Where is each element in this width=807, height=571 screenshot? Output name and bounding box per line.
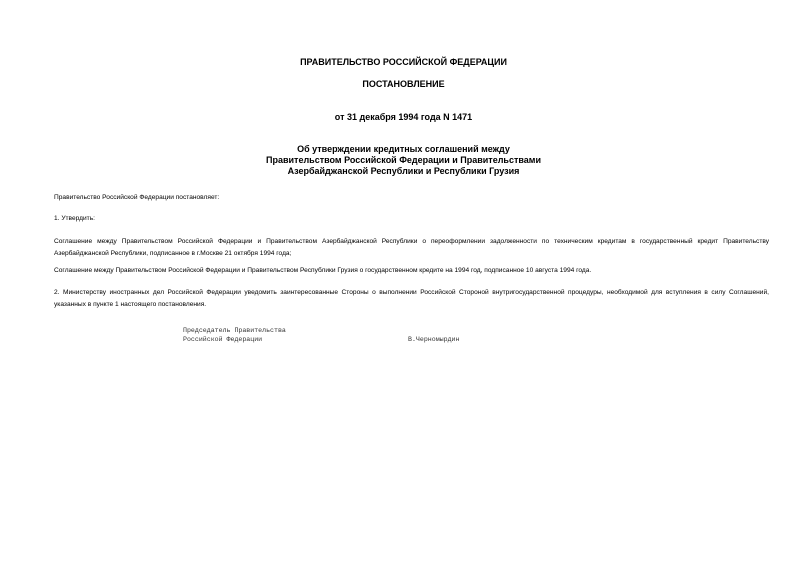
clause-2: 2. Министерству иностранных дел Российской Федерации уведомить заинтересованные Стороны о выполнении Российской Стороной внутригосударственной процедуры, необходимой для вступления в силу Соглашений, указанных в пункте 1 настоящего постановления. [54, 289, 769, 308]
document-title-line: Об утверждении кредитных соглашений между [297, 144, 510, 154]
document-title-line: Азербайджанской Республики и Республики Грузия [287, 166, 520, 176]
clause-1: 1. Утвердить: [54, 215, 95, 222]
signatory-position-line-2: Российской Федерации [183, 336, 263, 343]
document-title-line: Правительством Российской Федерации и Правительствами [266, 155, 541, 165]
document-type: ПОСТАНОВЛЕНИЕ [362, 79, 445, 89]
agreement-georgia-paragraph: Соглашение между Правительством Российской Федерации и Правительством Республики Грузия о государственном кредите на 1994 год, подписанное 10 августа 1994 года. [54, 267, 592, 274]
agreement-azerbaijan-paragraph: Соглашение между Правительством Российской Федерации и Правительством Азербайджанской Республики о переоформлении задолженности по техническим кредитам в государственный кредит Правительству Азербайджанской Республики, подписанное в г.Москве 21 октября 1994 года; [54, 238, 769, 257]
document-title [0, 144, 807, 177]
preamble-paragraph: Правительство Российской Федерации постановляет: [54, 194, 220, 201]
document-date-number: от 31 декабря 1994 года N 1471 [334, 112, 473, 122]
signatory-name: В.Черномырдин [408, 336, 460, 343]
issuing-authority: ПРАВИТЕЛЬСТВО РОССИЙСКОЙ ФЕДЕРАЦИИ [300, 57, 507, 67]
signatory-position-line-1: Председатель Правительства [183, 327, 286, 334]
